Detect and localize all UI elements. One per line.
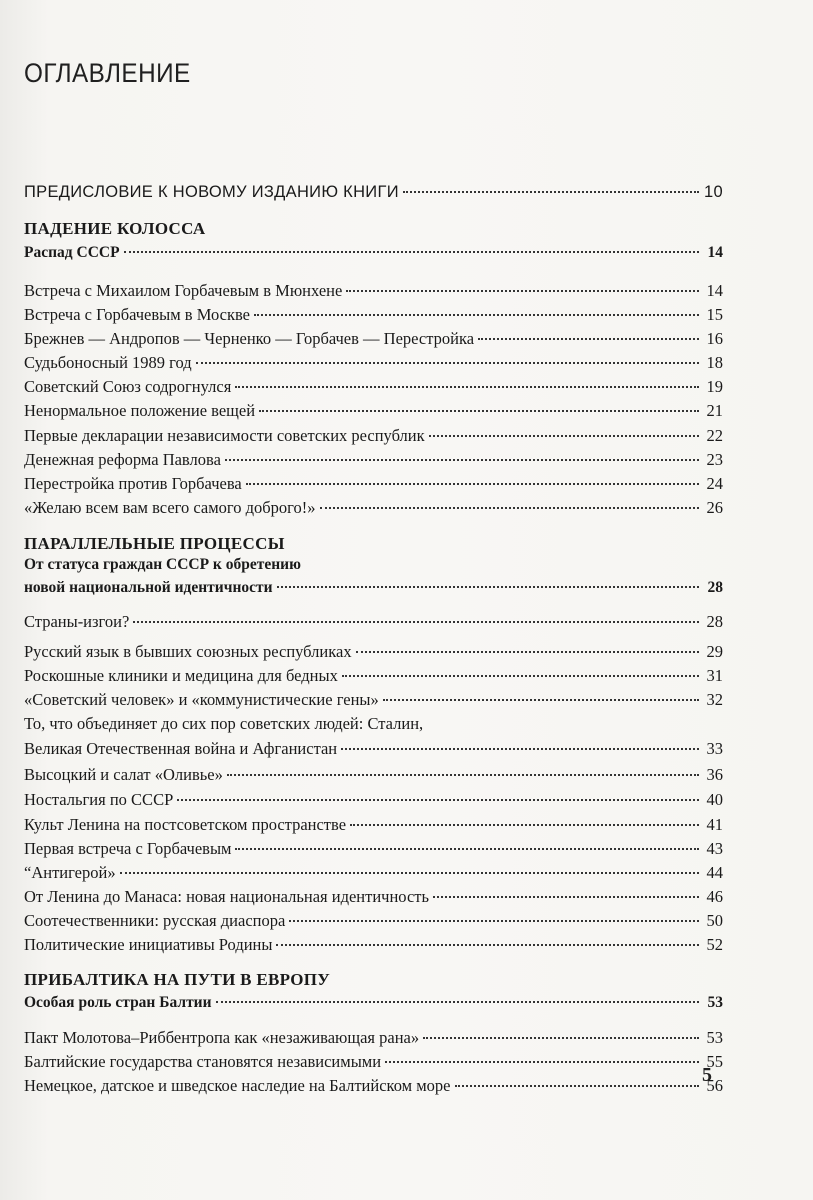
dot-leader: [289, 920, 699, 922]
toc-entry-title: Первая встреча с Горбачевым: [24, 839, 232, 858]
toc-entry[interactable]: [24, 813, 723, 837]
toc-entry-title: Высоцкий и салат «Оливье»: [24, 765, 223, 784]
toc-page-number: 14: [706, 281, 723, 300]
page-title: ОГЛАВЛЕНИЕ: [24, 58, 191, 88]
toc-entry[interactable]: [24, 279, 723, 303]
toc-entry[interactable]: [24, 885, 723, 909]
toc-entry[interactable]: [24, 472, 723, 496]
toc-page-number: 29: [706, 642, 723, 661]
toc-entry[interactable]: [24, 1050, 723, 1074]
toc-entry-subtitle[interactable]: [24, 991, 723, 1015]
dot-leader: [254, 314, 699, 316]
toc-entry-title: Русский язык в бывших союзных республиках: [24, 642, 352, 661]
dot-leader: [385, 1061, 699, 1063]
dot-leader: [246, 483, 699, 485]
toc-page-number: 36: [706, 765, 723, 784]
toc-entry-title: ПРЕДИСЛОВИЕ К НОВОМУ ИЗДАНИЮ КНИГИ: [24, 183, 399, 201]
toc-entry-title-line: То, что объединяет до сих пор советских людей: Сталин,: [24, 714, 424, 733]
toc-entry[interactable]: [24, 640, 723, 664]
toc-page-number: 16: [706, 329, 723, 348]
toc-entry[interactable]: [24, 837, 723, 861]
toc-entry-title: Ностальгия по СССР: [24, 790, 174, 809]
dot-leader: [235, 386, 699, 388]
toc-entry[interactable]: [24, 399, 723, 423]
toc-entry[interactable]: [24, 351, 723, 375]
toc-entry[interactable]: [24, 375, 723, 399]
toc-page-number: 41: [706, 815, 723, 834]
dot-leader: [350, 824, 699, 826]
toc-entry-title: Встреча с Михаилом Горбачевым в Мюнхене: [24, 281, 343, 300]
dot-leader: [346, 290, 699, 292]
toc-entry-preface[interactable]: [24, 180, 723, 204]
toc-entry[interactable]: [24, 303, 723, 327]
toc-entry[interactable]: [24, 688, 723, 712]
toc-page-number: 21: [706, 401, 723, 420]
toc-page-number: 14: [707, 244, 723, 261]
toc-entry-title: Немецкое, датское и шведское наследие на Балтийском море: [24, 1076, 451, 1095]
toc-entry[interactable]: [24, 1026, 723, 1050]
toc-page-number: 53: [706, 1028, 723, 1047]
section-heading: ПАДЕНИЕ КОЛОССА: [24, 219, 206, 238]
dot-leader: [429, 435, 699, 437]
dot-leader: [124, 251, 699, 253]
toc-entry[interactable]: [24, 933, 723, 957]
toc-entry-title: От Ленина до Манаса: новая национальная идентичность: [24, 887, 430, 906]
toc-entry-title: Политические инициативы Родины: [24, 935, 273, 954]
toc-entry-title: Особая роль стран Балтии: [24, 994, 212, 1011]
toc-entry[interactable]: [24, 1074, 723, 1098]
toc-page-number: 43: [706, 839, 723, 858]
toc-page-number: 44: [706, 863, 723, 882]
toc-entry-title: Роскошные клиники и медицина для бедных: [24, 666, 338, 685]
toc-entry-title: новой национальной идентичности: [24, 579, 273, 596]
dot-leader: [133, 621, 699, 623]
dot-leader: [276, 944, 699, 946]
toc-page-number: 23: [706, 450, 723, 469]
toc-entry-title: Культ Ленина на постсоветском пространстве: [24, 815, 347, 834]
toc-page-number: 22: [706, 426, 723, 445]
dot-leader: [120, 872, 699, 874]
toc-entry-title: «Желаю всем вам всего самого доброго!»: [24, 498, 316, 517]
toc-entry-title: Соотечественники: русская диаспора: [24, 911, 286, 930]
toc-page-number: 53: [707, 994, 723, 1011]
toc-page-number: 24: [706, 474, 723, 493]
toc-entry-title: “Антигерой»: [24, 863, 116, 882]
toc-page-number: 55: [706, 1052, 723, 1071]
dot-leader: [259, 410, 699, 412]
toc-page-number: 52: [706, 935, 723, 954]
dot-leader: [227, 774, 699, 776]
toc-entry[interactable]: [24, 496, 723, 520]
dot-leader: [455, 1085, 700, 1087]
toc-page-number: 19: [706, 377, 723, 396]
toc-entry[interactable]: [24, 763, 723, 787]
toc-entry[interactable]: [24, 861, 723, 885]
toc-entry-title: Первые декларации независимости советских республик: [24, 426, 425, 445]
toc-page-number: 28: [706, 612, 723, 631]
toc-entry-subtitle[interactable]: [24, 241, 723, 265]
toc-page-number: 40: [706, 790, 723, 809]
toc-entry-title: Встреча с Горбачевым в Москве: [24, 305, 251, 324]
toc-page-number: 28: [707, 579, 723, 596]
toc-entry-title: Балтийские государства становятся независимыми: [24, 1052, 382, 1071]
page-number: 5: [702, 1064, 712, 1086]
toc-entry-title: Перестройка против Горбачева: [24, 474, 242, 493]
section-heading: ПАРАЛЛЕЛЬНЫЕ ПРОЦЕССЫ: [24, 534, 285, 553]
toc-page-number: 10: [704, 183, 723, 201]
toc-page-number: 31: [706, 666, 723, 685]
toc-page-number: 50: [706, 911, 723, 930]
toc-entry-title: «Советский человек» и «коммунистические гены»: [24, 690, 379, 709]
dot-leader: [277, 586, 699, 588]
toc-page-number: 26: [706, 498, 723, 517]
toc-entry[interactable]: [24, 448, 723, 472]
toc-entry[interactable]: [24, 424, 723, 448]
section-heading: ПРИБАЛТИКА НА ПУТИ В ЕВРОПУ: [24, 970, 331, 989]
toc-entry-title: Судьбоносный 1989 год: [24, 353, 192, 372]
toc-page-number: 46: [706, 887, 723, 906]
toc-entry-title: Распад СССР: [24, 244, 120, 261]
toc-subtitle-line: От статуса граждан СССР к обретению: [24, 556, 301, 573]
toc-entry[interactable]: [24, 737, 723, 761]
toc-page-number: 18: [706, 353, 723, 372]
dot-leader: [216, 1001, 699, 1003]
toc-entry-title: Великая Отечественная война и Афганистан: [24, 739, 338, 758]
dot-leader: [478, 338, 699, 340]
toc-entry-title: Денежная реформа Павлова: [24, 450, 221, 469]
toc-entry-subtitle[interactable]: [24, 576, 723, 600]
toc-entry-title: Страны-изгои?: [24, 612, 130, 631]
toc-entry[interactable]: [24, 327, 723, 351]
toc-entry[interactable]: [24, 610, 723, 634]
dot-leader: [320, 507, 699, 509]
toc-entry[interactable]: [24, 664, 723, 688]
toc-entry-title: Брежнев — Андропов — Черненко — Горбачев — Перестройка: [24, 329, 475, 348]
dot-leader: [196, 362, 699, 364]
toc-page-number: 33: [706, 739, 723, 758]
dot-leader: [342, 675, 699, 677]
dot-leader: [433, 896, 699, 898]
toc-entry[interactable]: [24, 788, 723, 812]
toc-entry-title: Советский Союз содрогнулся: [24, 377, 232, 396]
toc-entry-title: Пакт Молотова–Риббентропа как «незаживающая рана»: [24, 1028, 420, 1047]
dot-leader: [235, 848, 699, 850]
dot-leader: [423, 1037, 699, 1039]
dot-leader: [341, 748, 699, 750]
toc-page-number: 56: [706, 1076, 723, 1095]
dot-leader: [225, 459, 699, 461]
toc-page-number: 15: [706, 305, 723, 324]
toc-page-number: 32: [706, 690, 723, 709]
toc-entry-title: Ненормальное положение вещей: [24, 401, 256, 420]
dot-leader: [356, 651, 699, 653]
dot-leader: [383, 699, 699, 701]
toc-entry[interactable]: [24, 909, 723, 933]
dot-leader: [177, 799, 699, 801]
dot-leader: [403, 191, 699, 193]
